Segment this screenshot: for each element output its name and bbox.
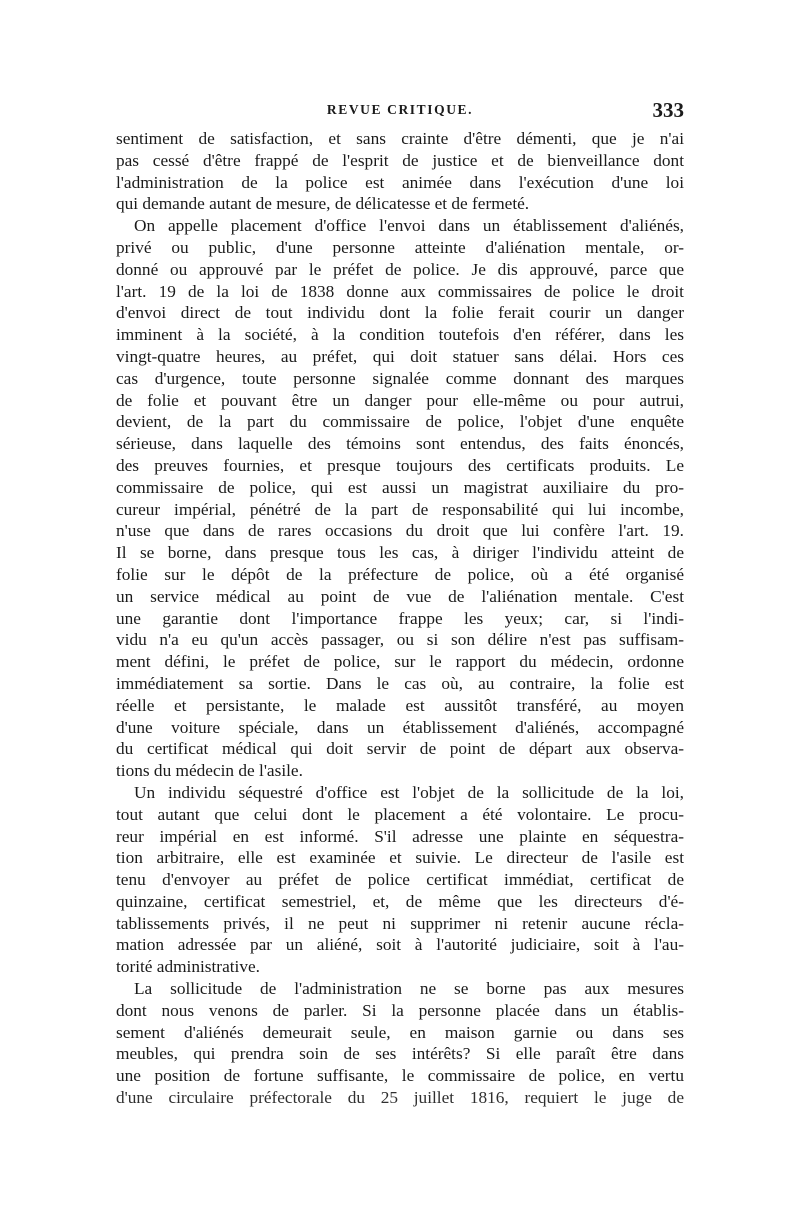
text-line: qui demande autant de mesure, de délicatesse et de fermeté. [116, 194, 530, 214]
text-line: d'envoi direct de tout individu dont la folie ferait courir un danger [116, 303, 684, 323]
page-number: 333 [652, 98, 684, 122]
text-line: Il se borne, dans presque tous les cas, à diriger l'individu atteint de [116, 543, 684, 563]
text-line: une garantie dont l'importance frappe les yeux; car, si l'indi- [116, 608, 684, 628]
text-line: Un individu séquestré d'office est l'objet de la sollicitude de la loi, [134, 782, 684, 802]
text-line: dont nous venons de parler. Si la personne placée dans un établis- [116, 1000, 684, 1020]
text-line: l'administration de la police est animée dans l'exécution d'une loi [116, 172, 684, 192]
text-line: n'use que dans de rares occasions du droit que lui confère l'art. 19. [116, 521, 684, 541]
text-line: tout autant que celui dont le placement a été volontaire. Le procu- [116, 804, 684, 824]
text-line: du certificat médical qui doit servir de point de départ aux observa- [116, 739, 684, 759]
text-line: sement d'aliénés demeurait seule, en maison garnie ou dans ses [116, 1022, 684, 1042]
text-line: sérieuse, dans laquelle des témoins sont entendus, des faits énoncés, [116, 434, 684, 454]
text-line: commissaire de police, qui est aussi un magistrat auxiliaire du pro- [116, 477, 684, 497]
text-line: un service médical au point de vue de l'aliénation mentale. C'est [116, 586, 684, 606]
text-line: reur impérial en est informé. S'il adresse une plainte en séquestra- [116, 826, 684, 846]
text-line: d'une circulaire préfectorale du 25 juillet 1816, requiert le juge de [116, 1088, 684, 1108]
text-line: immédiatement sa sortie. Dans le cas où, au contraire, la folie est [116, 673, 684, 693]
text-line: réelle et persistante, le malade est aussitôt transféré, au moyen [116, 695, 684, 715]
text-line: l'art. 19 de la loi de 1838 donne aux commissaires de police le droit [116, 281, 684, 301]
text-line: imminent à la société, à la condition toutefois d'en référer, dans les [116, 325, 684, 345]
running-title: REVUE CRITIQUE. [326, 102, 474, 117]
text-line: La sollicitude de l'administration ne se borne pas aux mesures [134, 979, 684, 999]
text-line: pas cessé d'être frappé de l'esprit de justice et de bienveillance dont [116, 150, 684, 170]
text-line: torité administrative. [116, 957, 260, 977]
text-line: tenu d'envoyer au préfet de police certificat immédiat, certificat de [116, 870, 684, 890]
text-line: devient, de la part du commissaire de police, l'objet d'une enquête [116, 412, 684, 432]
body-text [116, 128, 684, 1109]
text-line: On appelle placement d'office l'envoi dans un établissement d'aliénés, [134, 216, 684, 236]
text-line: tablissements privés, il ne peut ni supprimer ni retenir aucune récla- [116, 913, 684, 933]
text-line: sentiment de satisfaction, et sans crainte d'être démenti, que je n'ai [116, 129, 684, 148]
text-line: une position de fortune suffisante, le commissaire de police, en vertu [116, 1066, 684, 1086]
text-line: privé ou public, d'une personne atteinte d'aliénation mentale, or- [116, 237, 684, 257]
text-line: d'une voiture spéciale, dans un établissement d'aliénés, accompagné [116, 717, 684, 737]
text-line: donné ou approuvé par le préfet de police. Je dis approuvé, parce que [116, 259, 684, 279]
text-line: quinzaine, certificat semestriel, et, de même que les directeurs d'é- [116, 891, 684, 911]
text-line: meubles, qui prendra soin de ses intérêts? Si elle paraît être dans [116, 1044, 684, 1064]
text-line: tion arbitraire, elle est examinée et suivie. Le directeur de l'asile est [116, 848, 684, 868]
text-line: cureur impérial, pénétré de la part de responsabilité qui lui incombe, [116, 499, 684, 519]
text-line: de folie et pouvant être un danger pour elle-même ou pour autrui, [116, 390, 684, 410]
text-line: ment défini, le préfet de police, sur le rapport du médecin, ordonne [116, 652, 684, 672]
text-line: cas d'urgence, toute personne signalée comme donnant des marques [116, 368, 684, 388]
running-head [116, 100, 684, 124]
text-line: vingt-quatre heures, au préfet, qui doit statuer sans délai. Hors ces [116, 346, 684, 366]
text-line: mation adressée par un aliéné, soit à l'autorité judiciaire, soit à l'au- [116, 935, 684, 955]
text-line: des preuves fournies, et presque toujours des certificats produits. Le [116, 455, 684, 475]
text-line: folie sur le dépôt de la préfecture de police, où a été organisé [116, 564, 684, 584]
text-line: tions du médecin de l'asile. [116, 761, 303, 781]
text-line: vidu n'a eu qu'un accès passager, ou si son délire n'est pas suffisam- [116, 630, 684, 650]
